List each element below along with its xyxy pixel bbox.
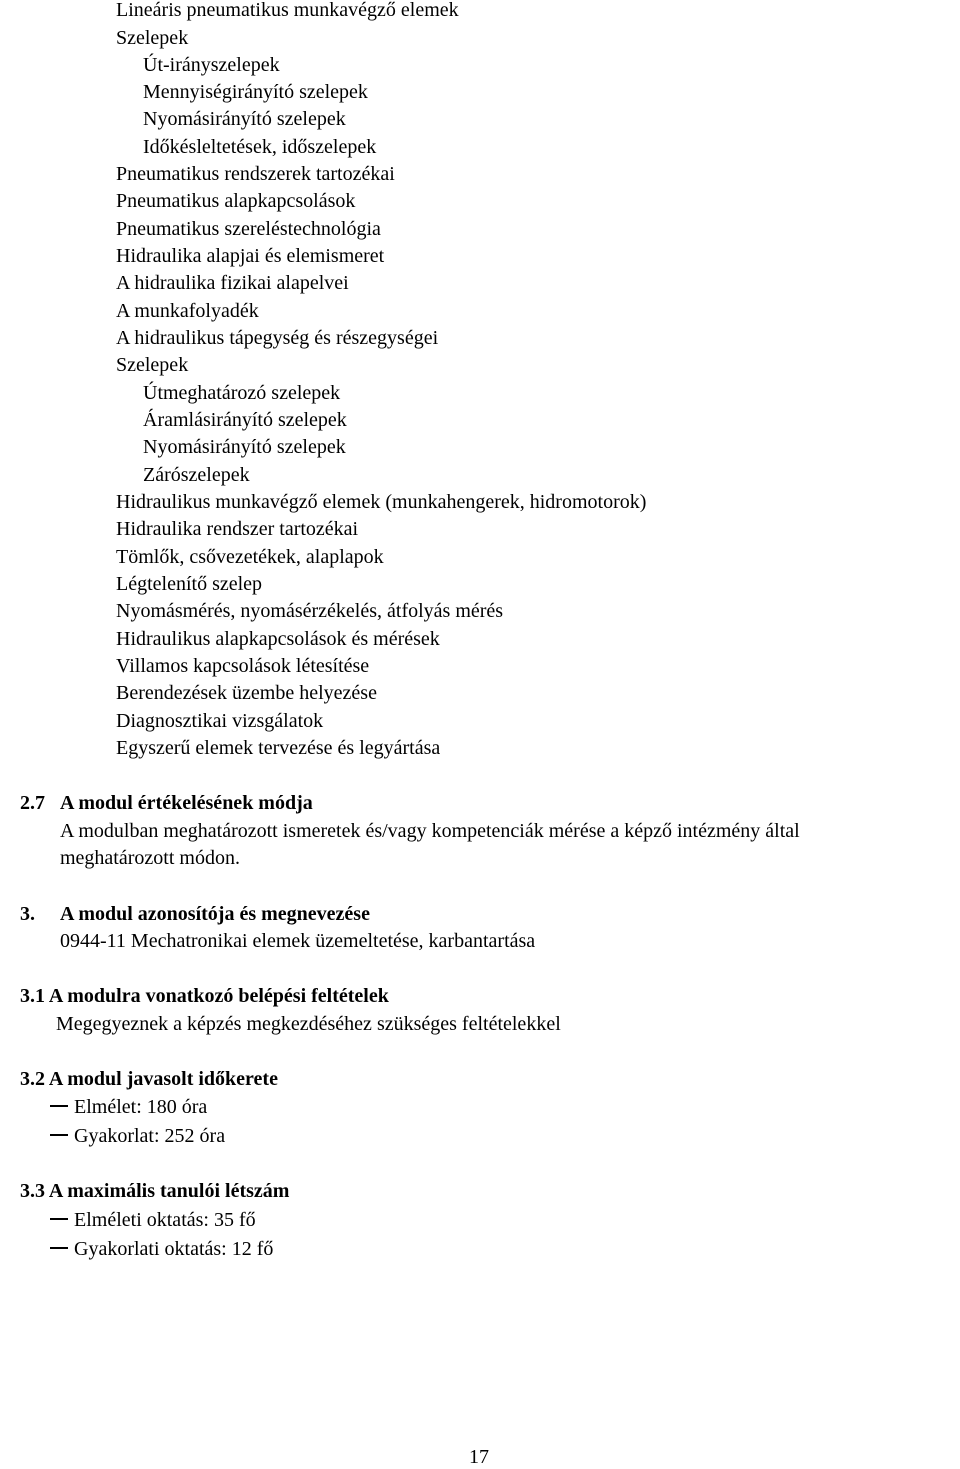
list-item: Gyakorlat: 252 óra	[50, 1124, 225, 1148]
topic-subitem: Nyomásirányító szelepek	[143, 108, 346, 130]
topic-subitem: Zárószelepek	[143, 464, 250, 486]
dash-bullet-icon	[50, 1247, 68, 1249]
section-heading: 3.2 A modul javasolt időkerete	[20, 1068, 278, 1090]
list-item: Elméleti oktatás: 35 fő	[50, 1208, 256, 1232]
dash-bullet-icon	[50, 1134, 68, 1136]
topic-item: Pneumatikus alapkapcsolások	[116, 190, 356, 212]
topic-item: Szelepek	[116, 354, 189, 376]
section-text: A modulban meghatározott ismeretek és/vagy kompetenciák mérése a képző intézmény által	[60, 820, 800, 842]
topic-subitem: Nyomásirányító szelepek	[143, 436, 346, 458]
section-heading: 3.1 A modulra vonatkozó belépési feltételek	[20, 985, 389, 1007]
topic-item: Berendezések üzembe helyezése	[116, 682, 377, 704]
topic-item: Hidraulikus munkavégző elemek (munkahengerek, hidromotorok)	[116, 491, 647, 513]
topic-item: Diagnosztikai vizsgálatok	[116, 710, 324, 732]
topic-item: Légtelenítő szelep	[116, 573, 263, 595]
topic-item: Villamos kapcsolások létesítése	[116, 655, 370, 677]
section-text: Megegyeznek a képzés megkezdéséhez szükséges feltételekkel	[56, 1013, 561, 1035]
topic-item: Hidraulikus alapkapcsolások és mérések	[116, 628, 440, 650]
dash-bullet-icon	[50, 1218, 68, 1220]
topic-item: Hidraulika alapjai és elemismeret	[116, 245, 385, 267]
page-number: 17	[469, 1446, 489, 1468]
section-heading: 3.3 A maximális tanulói létszám	[20, 1180, 290, 1202]
topic-item: A hidraulika fizikai alapelvei	[116, 272, 349, 294]
topic-subitem: Áramlásirányító szelepek	[143, 409, 347, 431]
dash-bullet-icon	[50, 1105, 68, 1107]
section-title: A modul azonosítója és megnevezése	[60, 903, 370, 925]
section-text: 0944-11 Mechatronikai elemek üzemeltetése, karbantartása	[60, 930, 536, 952]
topic-item: Nyomásmérés, nyomásérzékelés, átfolyás mérés	[116, 600, 504, 622]
topic-subitem: Mennyiségirányító szelepek	[143, 81, 368, 103]
topic-subitem: Út-irányszelepek	[143, 54, 280, 76]
topic-item: Szelepek	[116, 27, 189, 49]
section-title: A modul értékelésének módja	[60, 792, 313, 814]
topic-item: A munkafolyadék	[116, 300, 259, 322]
section-text: meghatározott módon.	[60, 847, 240, 869]
list-item: Gyakorlati oktatás: 12 fő	[50, 1237, 273, 1261]
topic-item: A hidraulikus tápegység és részegységei	[116, 327, 439, 349]
topic-item: Pneumatikus szereléstechnológia	[116, 218, 381, 240]
section-number: 3.	[20, 903, 35, 925]
list-item: Elmélet: 180 óra	[50, 1095, 207, 1119]
topic-item: Pneumatikus rendszerek tartozékai	[116, 163, 395, 185]
topic-subitem: Útmeghatározó szelepek	[143, 382, 341, 404]
topic-item: Lineáris pneumatikus munkavégző elemek	[116, 0, 459, 21]
topic-item: Hidraulika rendszer tartozékai	[116, 518, 359, 540]
topic-subitem: Időkésleltetések, időszelepek	[143, 136, 377, 158]
section-number: 2.7	[20, 792, 45, 814]
topic-item: Egyszerű elemek tervezése és legyártása	[116, 737, 441, 759]
topic-item: Tömlők, csővezetékek, alaplapok	[116, 546, 384, 568]
